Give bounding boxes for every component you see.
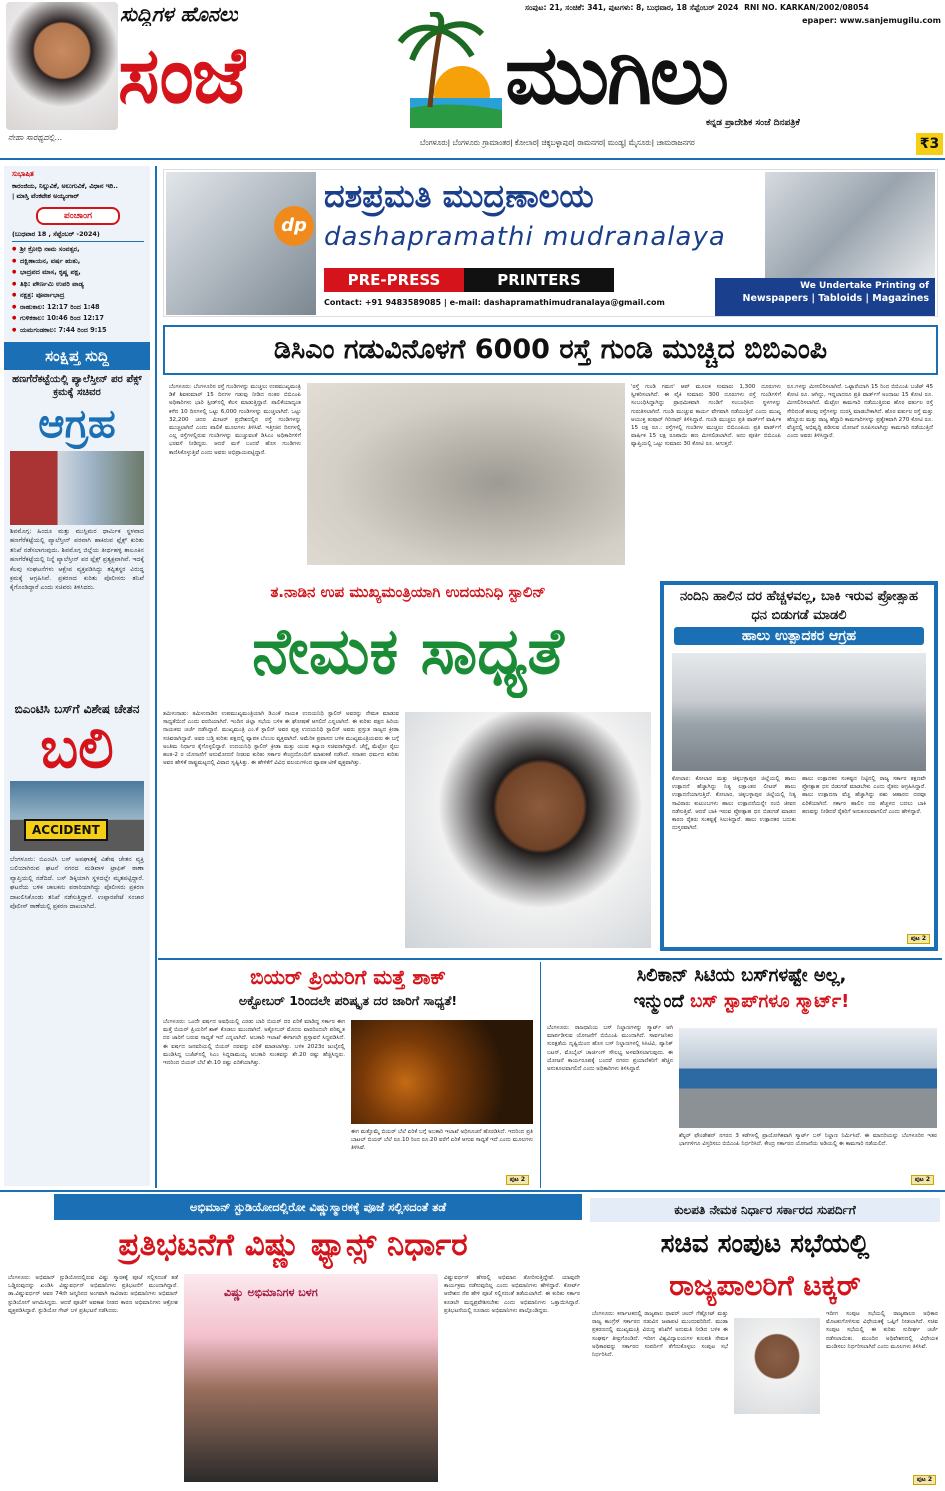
editor-photo <box>6 2 118 130</box>
story-pothole <box>163 325 938 573</box>
subhashita-text: ಕಾರಂಜಿಯ, ನಿಲ್ಲುವಿಕೆ, ಅಲುಗುವಿಕೆ, ವಿಧಾನ ಇರಿ.. <box>12 182 118 190</box>
ad-title-english: dashapramathi mudranalaya <box>324 222 726 252</box>
beer-bottles-photo <box>351 1020 533 1124</box>
masthead <box>0 0 945 160</box>
story-beer-headline: ಬಿಯರ್ ಪ್ರಿಯರಿಗೆ ಮತ್ತೆ ಶಾಕ್ <box>250 965 446 989</box>
story-milk-subhead: ಹಾಲು ಉತ್ಪಾದಕರ ಆಗ್ರಹ <box>674 627 924 645</box>
story-pothole-headline: ಡಿಸಿಎಂ ಗಡುವಿನೊಳಗೆ 6000 ರಸ್ತೆ ಗುಂಡಿ ಮುಚ್ಚಿದ ಬಿಬಿಎಂಪಿ <box>273 334 828 365</box>
panchanga-item: ● ಭಾದ್ರಪದ ಮಾಸ, ಕೃಷ್ಣ ಪಕ್ಷ, <box>12 267 144 279</box>
continued-marker: ಪುಟ 2 <box>506 1175 529 1185</box>
palm-sunset-logo <box>390 12 505 130</box>
brief2-big-word: ಬಲಿ <box>40 717 114 781</box>
rule <box>155 166 157 1188</box>
ad-printers-label: PRINTERS <box>464 268 614 292</box>
story-beer-subhead: ಅಕ್ಟೋಬರ್ 1ರಿಂದಲೇ ಪರಿಷ್ಕೃತ ದರ ಜಾರಿಗೆ ಸಾಧ್ಯತೆ! <box>238 993 458 1008</box>
price-badge: ₹3 <box>916 133 943 155</box>
story-vishnu-headline: ಪ್ರತಿಭಟನೆಗೆ ವಿಷ್ಣು ಫ್ಯಾನ್ಸ್ ನಿರ್ಧಾರ <box>118 1227 468 1263</box>
subhashita-author: | ಮಾಸ್ತಿ ವೆಂಕಟೇಶ ಅಯ್ಯಂಗಾರ್ <box>12 192 80 200</box>
regions-line: ಬೆಂಗಳೂರು| ಬೆಂಗಳೂರು ಗ್ರಾಮಾಂತರ| ಕೋಲಾರ| ಚಿಕ್ಕಬಳ್ಳಾಪುರ| ರಾಮನಗರ| ಮಂಡ್ಯ| ಮೈಸೂರು| ಚಾಮರಾಜನಗರ <box>420 138 695 147</box>
ad-products: Newspapers | Tabloids | Magazines <box>742 293 929 304</box>
story-bus-col1: ಬೆಂಗಳೂರು: ರಾಜಧಾನಿಯ ಬಸ್ ನಿಲ್ದಾಣಗಳನ್ನು ಸ್ಮಾರ್ಟ್ ಆಗಿ ಮಾರ್ಪಡಿಸುವ ಯೋಜನೆಗೆ ಬಿಬಿಎಂಪಿ ಮುಂದಾಗಿದೆ. ಸಾರ್ವಜನಿಕರ ಸುರಕ್ಷತೆಯ ದೃಷ್ಟಿಯಿಂದ ಹೊಸ ಬಸ್ ನಿಲ್ದಾಣಗಳಲ್ಲಿ ಸಿಸಿಟಿವಿ, ಪ್ಯಾನಿಕ್ ಬಟನ್, ಮೊಬೈಲ್ ಚಾರ್ಜಿಂಗ್ ಸೌಲಭ್ಯ ಅಳವಡಿಸಲಾಗುವುದು. ಈ ಯೋಜನೆ ಕಾರ್ಯರೂಪಕ್ಕೆ ಬಂದರೆ ನಗರದ ಪ್ರಯಾಣಿಕರಿಗೆ ಹೆಚ್ಚಿನ ಅನುಕೂಲವಾಗಲಿದೆ ಎಂದು ಅಧಿಕಾರಿಗಳು ತಿಳಿಸಿದ್ದಾರೆ. <box>547 1025 673 1073</box>
panchanga-item: ● ಗುಳಿಕಕಾಲ: 10:46 ರಿಂದ 12:17 <box>12 313 144 325</box>
brief1-big-word: ಆಗ್ರಹ <box>38 401 116 447</box>
panchanga-item: ● ನಕ್ಷತ್ರ: ಪೂರ್ವಾಭಾದ್ರ <box>12 290 144 302</box>
issue-line <box>525 3 943 13</box>
story-bus-headline: ಸಿಲಿಕಾನ್ ಸಿಟಿಯ ಬಸ್‌ಗಳಷ್ಟೇ ಅಲ್ಲ, <box>636 965 847 986</box>
story-bus-headline-2 <box>545 990 938 1014</box>
masthead-name-right: ಮುಗಿಲು <box>505 28 728 123</box>
panchanga-label: ಪಂಚಾಂಗ <box>36 207 120 225</box>
masthead-name-left: ಸಂಜೆ <box>118 31 246 121</box>
story-milk-col2: ಹಾಲು ಉತ್ಪಾದಕರ ಸಂಕಷ್ಟದ ನಿಟ್ಟಿನಲ್ಲಿ ರಾಜ್ಯ ಸರ್ಕಾರ ತಕ್ಷಣವೇ ಪ್ರೋತ್ಸಾಹ ಧನ ಬಿಡುಗಡೆ ಮಾಡಬೇಕು ಎಂದು ರೈತರು ಆಗ್ರಹಿಸಿದ್ದಾರೆ. ಹಾಲು ಉತ್ಪಾದನಾ ವೆಚ್ಚ ಹೆಚ್ಚಾಗಿದ್ದು ಪಶು ಆಹಾರದ ದರವೂ ಏರಿಕೆಯಾಗಿದೆ. ಸರ್ಕಾರ ಹಾಲಿನ ದರ ಹೆಚ್ಚಳದ ಬದಲು ಬಾಕಿ ಹಣವನ್ನು ನೀಡಿದರೆ ರೈತರಿಗೆ ಅನುಕೂಲವಾಗಲಿದೆ ಎಂದು ಹೇಳಿದ್ದಾರೆ. <box>802 776 926 815</box>
ad-logo: dp <box>274 206 314 246</box>
brief2-headline: ಬಿಎಂಟಿಸಿ ಬಸ್‌ಗೆ ವಿಶೇಷ ಚೇತನ <box>14 702 140 716</box>
issue-details: ಸಂಪುಟ: 21, ಸಂಚಿಕೆ: 341, ಪುಟಗಳು: 8, ಬುಧವಾರ, 18 ಸೆಪ್ಟೆಂಬರ್ 2024 <box>525 3 739 12</box>
brief1-photo <box>10 451 144 525</box>
story-bus-headline-b: ಬಸ್ ಸ್ಟಾಪ್‌ಗಳೂ ಸ್ಮಾರ್ಟ್! <box>690 991 850 1012</box>
panchanga-item: ● ಶ್ರೀ ಕ್ರೋಧಿ ನಾಮ ಸಂವತ್ಸರ, <box>12 244 144 256</box>
story-bus-headline-a: ಇನ್ಮುಂದೆ <box>633 991 684 1012</box>
bus-stop-photo <box>679 1028 937 1128</box>
panchanga-date: (ಬುಧವಾರ 18 , ಸೆಪ್ಟೆಂಬರ್ -2024) <box>12 230 100 238</box>
story-governor-headline-1: ಸಚಿವ ಸಂಪುಟ ಸಭೆಯಲ್ಲಿ <box>660 1229 870 1259</box>
paper-subtitle: ಕನ್ನಡ ಪ್ರಾದೇಶಿಕ ಸಂಜೆ ದಿನಪತ್ರಿಕೆ <box>706 118 800 128</box>
accident-sign: ACCIDENT <box>24 819 108 841</box>
story-pothole-col3: ರೂ.ಗಳನ್ನು ಮೀಸಲಿರಿಸಲಾಗಿದೆ. ಒಟ್ಟಾರೆಯಾಗಿ 15 ರಿಂದ ಬಿಬಿಎಂಪಿ ಬಜೆಟ್ 45 ಕೋಟಿ ರೂ. ಆಗಿದ್ದು, ಇದ್ದಲಾದರೂ ಪ್ರತಿ ವಾರ್ಡ್‌ಗೆ ಅಂದಾಜು 15 ಕೋಟಿ ರೂ. ಮೀಸಲಿರಿಸಲಾಗಿದೆ. ಮೆಟ್ರೋ ಕಾಮಗಾರಿ ನಡೆಯುತ್ತಿರುವ ಹೊರ ವರ್ತುಲ ರಸ್ತೆ ಸೇರಿದಂತೆ ಹಲವು ರಸ್ತೆಗಳನ್ನು ದುರಸ್ತಿ ಮಾಡಬೇಕಾಗಿದೆ. ಹೊರ ವರ್ತುಲ ರಸ್ತೆ ಮತ್ತು ಹೆಣ್ಣೂರು ಮತ್ತು ರಾಜ್ಯ ಹೆದ್ದಾರಿ ಕಾಮಗಾರಿಗಳನ್ನು ಪ್ರತ್ಯೇಕವಾಗಿ 270 ಕೋಟಿ ರೂ. ವೆಚ್ಚದಲ್ಲಿ ಅಭಿವೃದ್ಧಿ ಪಡಿಸುವ ಯೋಜನೆ ರೂಪಿಸಲಾಗಿದ್ದು ಕಾಮಗಾರಿ ನಡೆಯುತ್ತಿದೆ ಎಂದು ಅವರು ತಿಳಿಸಿದ್ದಾರೆ. <box>787 384 933 440</box>
left-sidebar <box>4 166 150 1186</box>
signature: ನೇಹಾ ಸಾರಥ್ಯದಲ್ಲಿ... <box>8 133 63 142</box>
story-governor <box>590 1198 940 1488</box>
masthead-rule <box>0 158 945 160</box>
story-beer-col1: ಬೆಂಗಳೂರು: ಒಂದೇ ವರ್ಷದ ಅವಧಿಯಲ್ಲಿ ಎರಡು ಬಾರಿ ಬಿಯರ್ ದರ ಏರಿಕೆ ಮಾಡಿದ್ದ ಸರ್ಕಾರ ಈಗ ಮತ್ತೆ ಬಿಯರ್ ಪ್ರಿಯರಿಗೆ ಶಾಕ್ ಕೊಡಲು ಮುಂದಾಗಿದೆ. ಅಕ್ಟೋಬರ್ ಮೊದಲ ವಾರದಿಂದಲೇ ಪರಿಷ್ಕೃತ ದರ ಜಾರಿಗೆ ಬರುವ ಸಾಧ್ಯತೆ ಇದೆ ಎನ್ನಲಾಗಿದೆ. ಅಬಕಾರಿ ಇಲಾಖೆ ಈಗಾಗಲೇ ಪ್ರಸ್ತಾವನೆ ಸಿದ್ಧಪಡಿಸಿದೆ. ಈ ವರ್ಷದ ಜನವರಿಯಲ್ಲಿ ಬಿಯರ್ ದರವನ್ನು ಏರಿಕೆ ಮಾಡಲಾಗಿತ್ತು. ಬಳಿಕ 2023ರ ಜುಲೈನಲ್ಲಿ ಮಂಡಿಸಿದ್ದ ಬಜೆಟ್‌ನಲ್ಲಿ ಸಿಎಂ ಸಿದ್ದರಾಮಯ್ಯ ಅಬಕಾರಿ ಸುಂಕವನ್ನು ಶೇ.20 ರಷ್ಟು ಹೆಚ್ಚಿಸಿದ್ದರು. ಇದರಿಂದ ಬಿಯರ್ ಬೆಲೆ ಶೇ.10 ರಷ್ಟು ಏರಿಕೆಯಾಗಿತ್ತು. <box>163 1019 345 1067</box>
story-governor-kicker: ಕುಲಪತಿ ನೇಮಕ ನಿರ್ಧಾರ ಸರ್ಕಾರದ ಸುಪರ್ದಿಗೆ <box>590 1198 940 1222</box>
story-udhayanidhi-kicker: ತ.ನಾಡಿನ ಉಪ ಮುಖ್ಯಮಂತ್ರಿಯಾಗಿ ಉದಯನಿಧಿ ಸ್ಟಾಲಿನ್ <box>270 583 546 601</box>
printing-press-ad[interactable] <box>163 169 938 317</box>
siddaramaiah-photo <box>734 1318 820 1414</box>
ad-prepress-label: PRE-PRESS <box>324 268 464 292</box>
story-milk-col1: ಕೋಲಾರ: ಕೋಲಾರ ಮತ್ತು ಚಿಕ್ಕಬಳ್ಳಾಪುರ ಜಿಲ್ಲೆಯಲ್ಲಿ ಹಾಲು ಉತ್ಪಾದನೆ ಹೆಚ್ಚಾಗಿದ್ದು ನಿತ್ಯ ಲಕ್ಷಾಂತರ ಲೀಟರ್ ಹಾಲು ಉತ್ಪಾದನೆಯಾಗುತ್ತಿದೆ. ಕೋಲಾರ, ಚಿಕ್ಕಬಳ್ಳಾಪುರ ಜಿಲ್ಲೆಯಲ್ಲಿ ನಿತ್ಯ ಸಾವಿರಾರು ಕುಟುಂಬಗಳು ಹಾಲು ಉತ್ಪಾದನೆಯನ್ನೇ ನಂಬಿ ಜೀವನ ನಡೆಸುತ್ತಿವೆ. ಆದರೆ ಬಾಕಿ ಇರುವ ಪ್ರೋತ್ಸಾಹ ಧನ ಬಿಡುಗಡೆ ಮಾಡದ ಕಾರಣ ರೈತರು ಸಂಕಷ್ಟಕ್ಕೆ ಸಿಲುಕಿದ್ದಾರೆ. ಹಾಲು ಉತ್ಪಾದಕರ ಬದುಕು ದುಸ್ತರವಾಗಿದೆ. <box>672 776 796 832</box>
story-udhayanidhi <box>163 578 653 956</box>
story-beer-col2: ಈಗ ಮತ್ತೊಮ್ಮೆ ಬಿಯರ್ ಬೆಲೆ ಏರಿಕೆ ಬಗ್ಗೆ ಅಬಕಾರಿ ಇಲಾಖೆ ಅಧಿಸೂಚನೆ ಹೊರಡಿಸಿದೆ. ಇದರಿಂದ ಪ್ರತಿ ಬಾಟಲ್ ಬಿಯರ್ ಬೆಲೆ ರೂ.10 ರಿಂದ ರೂ.20 ವರೆಗೆ ಏರಿಕೆ ಆಗುವ ಸಾಧ್ಯತೆ ಇದೆ ಎಂದು ಮೂಲಗಳು ತಿಳಿಸಿವೆ. <box>351 1129 533 1152</box>
story-governor-col1: ಬೆಂಗಳೂರು: ಕರ್ನಾಟಕದಲ್ಲಿ ರಾಜ್ಯಪಾಲ ಥಾವರ್ ಚಂದ್ ಗೆಹ್ಲೋಟ್ ಮತ್ತು ರಾಜ್ಯ ಕಾಂಗ್ರೆಸ್ ಸರ್ಕಾರದ ನಡುವಿನ ಜಟಾಪಟಿ ಮುಂದುವರಿದಿದೆ. ಮುಡಾ ಪ್ರಕರಣದಲ್ಲಿ ಮುಖ್ಯಮಂತ್ರಿ ವಿರುದ್ಧ ತನಿಖೆಗೆ ಅನುಮತಿ ನೀಡಿದ ಬಳಿಕ ಈ ಸಂಘರ್ಷ ತೀವ್ರಗೊಂಡಿದೆ. ಇದೀಗ ವಿಶ್ವವಿದ್ಯಾಲಯಗಳ ಕುಲಪತಿ ನೇಮಕ ಅಧಿಕಾರವನ್ನು ಸರ್ಕಾರದ ಸುಪರ್ದಿಗೆ ತೆಗೆದುಕೊಳ್ಳಲು ಸಂಪುಟ ಸಭೆ ನಿರ್ಧರಿಸಿದೆ. <box>592 1311 728 1359</box>
story-pothole-headline-box <box>163 325 938 375</box>
brief1-headline: ಹಣಗೆರೆಕಟ್ಟೆಯಲ್ಲಿ ಪ್ಯಾಲೆಸ್ತೀನ್ ಪರ ಪೆಕ್ಸ್ ಕ್ರಮಕ್ಕೆ ಸಚಿವರ <box>12 374 142 398</box>
panchanga-item: ● ಯಮಗಂಡಕಾಲ: 7:44 ರಿಂದ 9:15 <box>12 325 144 337</box>
epaper-link[interactable]: epaper: www.sanjemugilu.com <box>802 16 941 25</box>
ad-photo-right <box>765 172 935 280</box>
story-udhayanidhi-headline: ನೇಮಕ ಸಾಧ್ಯತೆ <box>252 615 564 689</box>
panchanga-item: ● ತಿಥಿ: ಪೌರ್ಣಮಿ ಉಪರಿ ಪಾಡ್ಯ <box>12 279 144 291</box>
story-pothole-col1: ಬೆಂಗಳೂರು: ಬೆಂಗಳೂರಿನ ರಸ್ತೆ ಗುಂಡಿಗಳನ್ನು ಮುಚ್ಚಲು ಉಪಮುಖ್ಯಮಂತ್ರಿ ಡಿಕೆ ಶಿವಕುಮಾರ್ 15 ದಿನಗಳ ಗಡುವು ನೀಡಿದ ನಂತರ ಬಿಬಿಎಂಪಿ ಅಧಿಕಾರಿಗಳು ಭಾರಿ ಸ್ಪೀಡ್‌ನಲ್ಲಿ ಕೆಲಸ ಮಾಡುತ್ತಿದ್ದಾರೆ. ಪಾಲಿಕೆಯಾದ್ಯಂತ ಕಳೆದ 10 ದಿನಗಳಲ್ಲಿ ಒಟ್ಟು 6,000 ಗುಂಡಿಗಳನ್ನು ಮುಚ್ಚಲಾಗಿದೆ. ಒಟ್ಟು 32,200 ಚದರ ಮೀಟರ್ ಪ್ರದೇಶದಲ್ಲಿನ ರಸ್ತೆ ಗುಂಡಿಗಳನ್ನು ಮುಚ್ಚಲಾಗಿದೆ ಎಂದು ಪಾಲಿಕೆ ಮೂಲಗಳು ತಿಳಿಸಿವೆ. ಇತ್ತೀಚಿನ ದಿನಗಳಲ್ಲಿ ಎಲ್ಲ ರಸ್ತೆಗಳಲ್ಲಿರುವ ಗುಂಡಿಗಳನ್ನು ಮುಚ್ಚುವಂತೆ ಡಿಸಿಎಂ ಅಧಿಕಾರಿಗಳಿಗೆ ಭರವಸೆ ನೀಡಿದ್ದರು. ಆದರೆ ಮಳೆ ಬಂದರೆ ಹೊಸ ಗುಂಡಿಗಳು ಕಾಣಿಸಿಕೊಳ್ಳುತ್ತಿವೆ ಎಂದು ಅವರು ಅಭಿಪ್ರಾಯಪಟ್ಟಿದ್ದಾರೆ. <box>169 384 301 456</box>
story-bus-col2: ಶೆಲ್ಟರ್ ಫೌಂಡೇಶನ್ ನಗರದ 3 ಕಡೆಗಳಲ್ಲಿ ಪ್ರಾಯೋಗಿಕವಾಗಿ ಸ್ಮಾರ್ಟ್ ಬಸ್ ನಿಲ್ದಾಣ ನಿರ್ಮಿಸಿದೆ. ಈ ಮಾದರಿಯನ್ನು ಬೆಂಗಳೂರಿನ ಇತರ ಭಾಗಗಳಿಗೂ ವಿಸ್ತರಿಸಲು ಬಿಬಿಎಂಪಿ ನಿರ್ಧರಿಸಿದೆ. ಕೇಂದ್ರ ಸರ್ಕಾರದ ಯೋಜನೆಯ ಅಡಿಯಲ್ಲಿ ಈ ಕಾಮಗಾರಿ ನಡೆಯಲಿದೆ. <box>679 1133 937 1148</box>
story-vishnu-col1: ಬೆಂಗಳೂರು: ಅಭಿಮಾನ್ ಸ್ಟುಡಿಯೋದಲ್ಲಿರುವ ವಿಷ್ಣು ಸ್ಮಾರಕಕ್ಕೆ ಪೂಜೆ ಸಲ್ಲಿಸದಂತೆ ತಡೆ ಒಡ್ಡಿರುವುದನ್ನು ಖಂಡಿಸಿ ವಿಷ್ಣುವರ್ಧನ್ ಅಭಿಮಾನಿಗಳು ಪ್ರತಿಭಟನೆಗೆ ಮುಂದಾಗಿದ್ದಾರೆ. ಡಾ.ವಿಷ್ಣುವರ್ಧನ್ ಅವರ 74ನೇ ಜನ್ಮದಿನದ ಅಂಗವಾಗಿ ಸಾವಿರಾರು ಅಭಿಮಾನಿಗಳು ಅಭಿಮಾನ್ ಸ್ಟುಡಿಯೋಗೆ ಆಗಮಿಸಿದ್ದರು. ಆದರೆ ಪೂಜೆಗೆ ಅವಕಾಶ ನೀಡದ ಕಾರಣ ಅಭಿಮಾನಿಗಳು ಆಕ್ರೋಶ ವ್ಯಕ್ತಪಡಿಸಿದ್ದಾರೆ. ಸ್ಟುಡಿಯೋ ಗೇಟ್ ಬಳಿ ಪ್ರತಿಭಟನೆ ನಡೆಸಿದರು. <box>8 1275 178 1314</box>
udhayanidhi-photo <box>405 712 651 948</box>
story-udhayanidhi-body: ತಮಿಳುನಾಡು: ತಮಿಳುನಾಡಿನ ಉಪಮುಖ್ಯಮಂತ್ರಿಯಾಗಿ ಡಿಎಂಕೆ ನಾಯಕ ಉದಯನಿಧಿ ಸ್ಟಾಲಿನ್ ಅವರನ್ನು ನೇಮಕ ಮಾಡುವ ಸಾಧ್ಯತೆಯಿದೆ ಎಂದು ವರದಿಯಾಗಿದೆ. ಇಂದಿನ ಜಿಲ್ಲಾ ಸಭೆಯ ಬಳಿಕ ಈ ಘೋಷಣೆ ಆಗಲಿದೆ ಎನ್ನಲಾಗಿದೆ. ಈ ಕುರಿತು ಪಕ್ಷದ ಹಿರಿಯ ನಾಯಕರು ಚರ್ಚೆ ನಡೆಸಿದ್ದಾರೆ. ಮುಖ್ಯಮಂತ್ರಿ ಎಂ.ಕೆ ಸ್ಟಾಲಿನ್ ಅವರ ಪುತ್ರ ಉದಯನಿಧಿ ಸ್ಟಾಲಿನ್ ಅವರು ಪ್ರಸ್ತುತ ರಾಜ್ಯದ ಕ್ರೀಡಾ ಸಚಿವರಾಗಿದ್ದಾರೆ. ಅವರ ಬಡ್ತಿ ಕುರಿತು ಪಕ್ಷದಲ್ಲಿ ವ್ಯಾಪಕ ಬೆಂಬಲ ವ್ಯಕ್ತವಾಗಿದೆ. ಅಮೆರಿಕ ಪ್ರವಾಸದ ಬಳಿಕ ಮುಖ್ಯಮಂತ್ರಿಯವರು ಈ ಬಗ್ಗೆ ಅಂತಿಮ ನಿರ್ಧಾರ ಕೈಗೊಳ್ಳಲಿದ್ದಾರೆ. ಉದಯನಿಧಿ ಸ್ಟಾಲಿನ್ ಕ್ರೀಡಾ ಮತ್ತು ಯುವ ಕಲ್ಯಾಣ ಸಚಿವರಾಗಿದ್ದಾರೆ. ಚೆನ್ನೈ ಮೆಟ್ರೋ ರೈಲು ಹಂತ-2 ರ ಯೋಜನೆಗೆ ಅನುಮೋದನೆ ನೀಡುವ ಕುರಿತು ಸರ್ಕಾರ ಕೇಂದ್ರದೊಂದಿಗೆ ಮಾತುಕತೆ ನಡೆಸಿದೆ. ಸನಾತನ ಧರ್ಮದ ಕುರಿತು ಅವರ ಹೇಳಿಕೆ ರಾಷ್ಟ್ರಮಟ್ಟದಲ್ಲಿ ವಿವಾದ ಸೃಷ್ಟಿಸಿತ್ತು. ಈ ಹೇಳಿಕೆಗೆ ವಿವಿಧ ವಲಯಗಳಿಂದ ವ್ಯಾಪಕ ಟೀಕೆ ವ್ಯಕ್ತವಾಗಿತ್ತು. <box>163 711 399 767</box>
panchanga-item: ● ರಾಹುಕಾಲ: 12:17 ರಿಂದ 1:48 <box>12 302 144 314</box>
continued-marker: ಪುಟ 2 <box>913 1475 936 1485</box>
milk-tanker-photo <box>672 653 926 771</box>
story-governor-headline-2: ರಾಜ್ಯಪಾಲರಿಗೆ ಟಕ್ಕರ್ <box>669 1269 861 1302</box>
story-vishnu-col2: ವಿಷ್ಣುವರ್ಧನ್ ಹೆಸರಲ್ಲಿ ಅಭಿಮಾನ ತೋರಿಸುತ್ತಿದ್ದೇವೆ. ಯಾವುದೇ ಕಾರ್ಯಕ್ರಮ ನಡೆಸುವುದಿಲ್ಲ ಎಂದು ಅಭಿಮಾನಿಗಳು ಹೇಳಿದ್ದಾರೆ. ಕೋರ್ಟ್ ಆದೇಶದ ನೆಪ ಹೇಳಿ ಪೂಜೆ ಸಲ್ಲಿಸದಂತೆ ತಡೆಯಲಾಗಿದೆ. ಈ ಕುರಿತು ಸರ್ಕಾರ ಕೂಡಲೇ ಮಧ್ಯಪ್ರವೇಶಿಸಬೇಕು ಎಂದು ಅಭಿಮಾನಿಗಳು ಒತ್ತಾಯಿಸಿದ್ದಾರೆ. ಪ್ರತಿಭಟನೆಯಲ್ಲಿ ನೂರಾರು ಅಭಿಮಾನಿಗಳು ಪಾಲ್ಗೊಂಡಿದ್ದರು. <box>444 1275 580 1314</box>
continued-marker: ಪುಟ 2 <box>907 934 930 944</box>
story-vishnu <box>4 1194 582 1488</box>
vishnu-banner-text: ವಿಷ್ಣು ಅಭಿಮಾನಿಗಳ ಬಳಗ <box>224 1286 318 1299</box>
vishnu-fans-photo <box>184 1274 438 1482</box>
brief-news-label: ಸಂಕ್ಷಿಪ್ತ ಸುದ್ದಿ <box>4 342 150 370</box>
continued-marker: ಪುಟ 2 <box>911 1175 934 1185</box>
rule <box>0 1190 945 1192</box>
story-vishnu-kicker: ಅಭಿಮಾನ್ ಸ್ಟುಡಿಯೋದಲ್ಲಿರೋ ವಿಷ್ಣುಸ್ಮಾರಕಕ್ಕೆ ಪೂಜೆ ಸಲ್ಲಿಸದಂತೆ ತಡೆ <box>54 1194 582 1220</box>
story-beer <box>163 962 533 1188</box>
ad-title-kannada: ದಶಪ್ರಮತಿ ಮುದ್ರಣಾಲಯ <box>324 177 594 215</box>
ad-undertake: We Undertake Printing of <box>800 281 929 291</box>
panchanga-list <box>12 244 144 336</box>
panchanga-item: ● ದಕ್ಷಿಣಾಯನ, ವರ್ಷ ಋತು, <box>12 256 144 268</box>
story-milk <box>660 581 938 951</box>
ad-contact: Contact: +91 9483589085 | e-mail: dashapramathimudranalaya@gmail.com <box>324 298 665 307</box>
tagline-top: ಸುದ್ದಿಗಳ ಹೊನಲು <box>120 2 239 26</box>
accident-photo <box>10 781 144 851</box>
story-pothole-col2: 'ರಸ್ತೆ ಗುಂಡಿ ಗಮನ' ಆಪ್ ಮೂಲಕ ಸುಮಾರು 1,300 ದೂರುಗಳು ಸ್ವೀಕರಿಸಲಾಗಿದೆ. ಈ ಪೈಕಿ ಸುಮಾರು 300 ದೂರುಗಳು ರಸ್ತೆ ಗುಂಡಿಗಳಿಗೆ ಸಂಬಂಧಿಸಿದ್ದಾಗಿದ್ದು ಪ್ರಾಥಮಿಕವಾಗಿ ಗುಂಡಿಗೆ ಸಂಬಂಧಿಸಿದ ಸ್ಥಳಗಳನ್ನು ಗುರುತಿಸಲಾಗಿದೆ. ಗುಂಡಿ ಮುಚ್ಚುವ ಕಾರ್ಯ ವೇಗವಾಗಿ ನಡೆಯುತ್ತಿದೆ ಎಂದು ಮುಖ್ಯ ಆಯುಕ್ತ ತುಷಾರ್ ಗಿರಿನಾಥ್ ತಿಳಿಸಿದ್ದಾರೆ. ಗುಂಡಿ ಮುಚ್ಚಲು ಪ್ರತಿ ವಾರ್ಡ್‌ಗೆ ವಾರ್ಷಿಕ 15 ಲಕ್ಷ ರೂ.: ರಸ್ತೆಗಳಲ್ಲಿ ಗುಂಡಿಗಳ ಮುಚ್ಚಲು ಬಿಬಿಎಂಪಿಯ ಪ್ರತಿ ವಾರ್ಡ್‌ಗೆ ವಾರ್ಷಿಕ 15 ಲಕ್ಷ ರೂಪಾಯಿ ಹಣ ಮೀಸಲಿಡಲಾಗಿದೆ. ಅದು ಪೂರ್ತಿ ಬಿಬಿಎಂಪಿ ವ್ಯಾಪ್ತಿಯಲ್ಲಿ ಒಟ್ಟು ಸುಮಾರು 30 ಕೋಟಿ ರೂ. ಆಗುತ್ತದೆ. <box>631 384 781 448</box>
story-governor-col2: ಇದೀಗ ಸಂಪುಟ ಸಭೆಯಲ್ಲಿ ರಾಜ್ಯಪಾಲರ ಅಧಿಕಾರ ಮೊಟಕುಗೊಳಿಸುವ ವಿಧೇಯಕಕ್ಕೆ ಒಪ್ಪಿಗೆ ನೀಡಲಾಗಿದೆ. ಸಚಿವ ಸಂಪುಟ ಸಭೆಯಲ್ಲಿ ಈ ಕುರಿತು ಸುದೀರ್ಘ ಚರ್ಚೆ ನಡೆಸಲಾಯಿತು. ಮುಂದಿನ ಅಧಿವೇಶನದಲ್ಲಿ ವಿಧೇಯಕ ಮಂಡಿಸಲು ನಿರ್ಧರಿಸಲಾಗಿದೆ ಎಂದು ಮೂಲಗಳು ತಿಳಿಸಿವೆ. <box>826 1311 938 1350</box>
story-bus-stops <box>540 962 938 1188</box>
rni-number: RNI NO. KARKAN/2002/08054 <box>744 3 869 12</box>
pothole-photo <box>307 383 625 565</box>
subhashita-label: ಸುಭಾಷಿತ <box>12 170 34 178</box>
brief2-body: ಬೆಂಗಳೂರು: ಬಿಎಂಟಿಸಿ ಬಸ್ ಅಪಘಾತಕ್ಕೆ ವಿಶೇಷ ಚೇತನ ವ್ಯಕ್ತಿ ಬಲಿಯಾಗಿರುವ ಘಟನೆ ನಗರದ ಮಡಿವಾಳ ಟ್ರಾಫಿಕ್ ಠಾಣಾ ವ್ಯಾಪ್ತಿಯಲ್ಲಿ ನಡೆದಿದೆ. ಬಸ್ ಡಿಕ್ಕಿಯಾಗಿ ಸ್ಥಳದಲ್ಲೇ ಮೃತಪಟ್ಟಿದ್ದಾರೆ. ಘಟನೆಯ ಬಳಿಕ ಚಾಲಕನು ಪರಾರಿಯಾಗಿದ್ದು ಪೊಲೀಸರು ಪ್ರಕರಣ ದಾಖಲಿಸಿಕೊಂಡು ತನಿಖೆ ನಡೆಸುತ್ತಿದ್ದಾರೆ. ಉಪ್ಪಾರಪೇಟೆ ಸಂಚಾರ ಪೊಲೀಸ್ ಠಾಣೆಯಲ್ಲಿ ಪ್ರಕರಣ ದಾಖಲಾಗಿದೆ. <box>10 856 144 911</box>
rule <box>158 958 942 960</box>
story-milk-headline: ನಂದಿನಿ ಹಾಲಿನ ದರ ಹೆಚ್ಚಳವಲ್ಲ, ಬಾಕಿ ಇರುವ ಪ್ರೋತ್ಸಾಹ ಧನ ಬಿಡುಗಡೆ ಮಾಡಲಿ <box>679 589 919 623</box>
ad-services-box <box>715 278 935 316</box>
brief1-body: ಶಿವಮೊಗ್ಗ: ಹಿಂದೂ ಮತ್ತು ಮುಸ್ಲಿಮರ ಧಾರ್ಮಿಕ ಸ್ಥಳವಾದ ಹಣಗೆರೆಕಟ್ಟೆಯಲ್ಲಿ ಪ್ಯಾಲೆಸ್ತೀನ್ ಪರವಾಗಿ ಹಾಕಿರುವ ಫ್ಲೆಕ್ಸ್ ಕುರಿತು ತನಿಖೆ ನಡೆಸಲಾಗುವುದು. ಶಿವಮೊಗ್ಗ ಜಿಲ್ಲೆಯ ತೀರ್ಥಹಳ್ಳಿ ತಾಲೂಕಿನ ಹಣಗೆರೆಕಟ್ಟೆಯಲ್ಲಿ ನಿನ್ನೆ ಪ್ಯಾಲೆಸ್ತೀನ್ ಪರ ಫ್ಲೆಕ್ಸ್ ಪ್ರತ್ಯಕ್ಷವಾಗಿವೆ. ಇದಕ್ಕೆ ಕೆಲವು ಸಂಘಟನೆಗಳು ಆಕ್ಷೇಪ ವ್ಯಕ್ತಪಡಿಸಿದ್ದು ತಪ್ಪಿತಸ್ಥರ ವಿರುದ್ಧ ಕ್ರಮಕ್ಕೆ ಆಗ್ರಹಿಸಿವೆ. ಪ್ರಕರಣದ ಕುರಿತು ಪೊಲೀಸರು ತನಿಖೆ ಕೈಗೊಂಡಿದ್ದಾರೆ ಎಂದು ಸಚಿವರು ತಿಳಿಸಿದರು. <box>10 528 144 592</box>
